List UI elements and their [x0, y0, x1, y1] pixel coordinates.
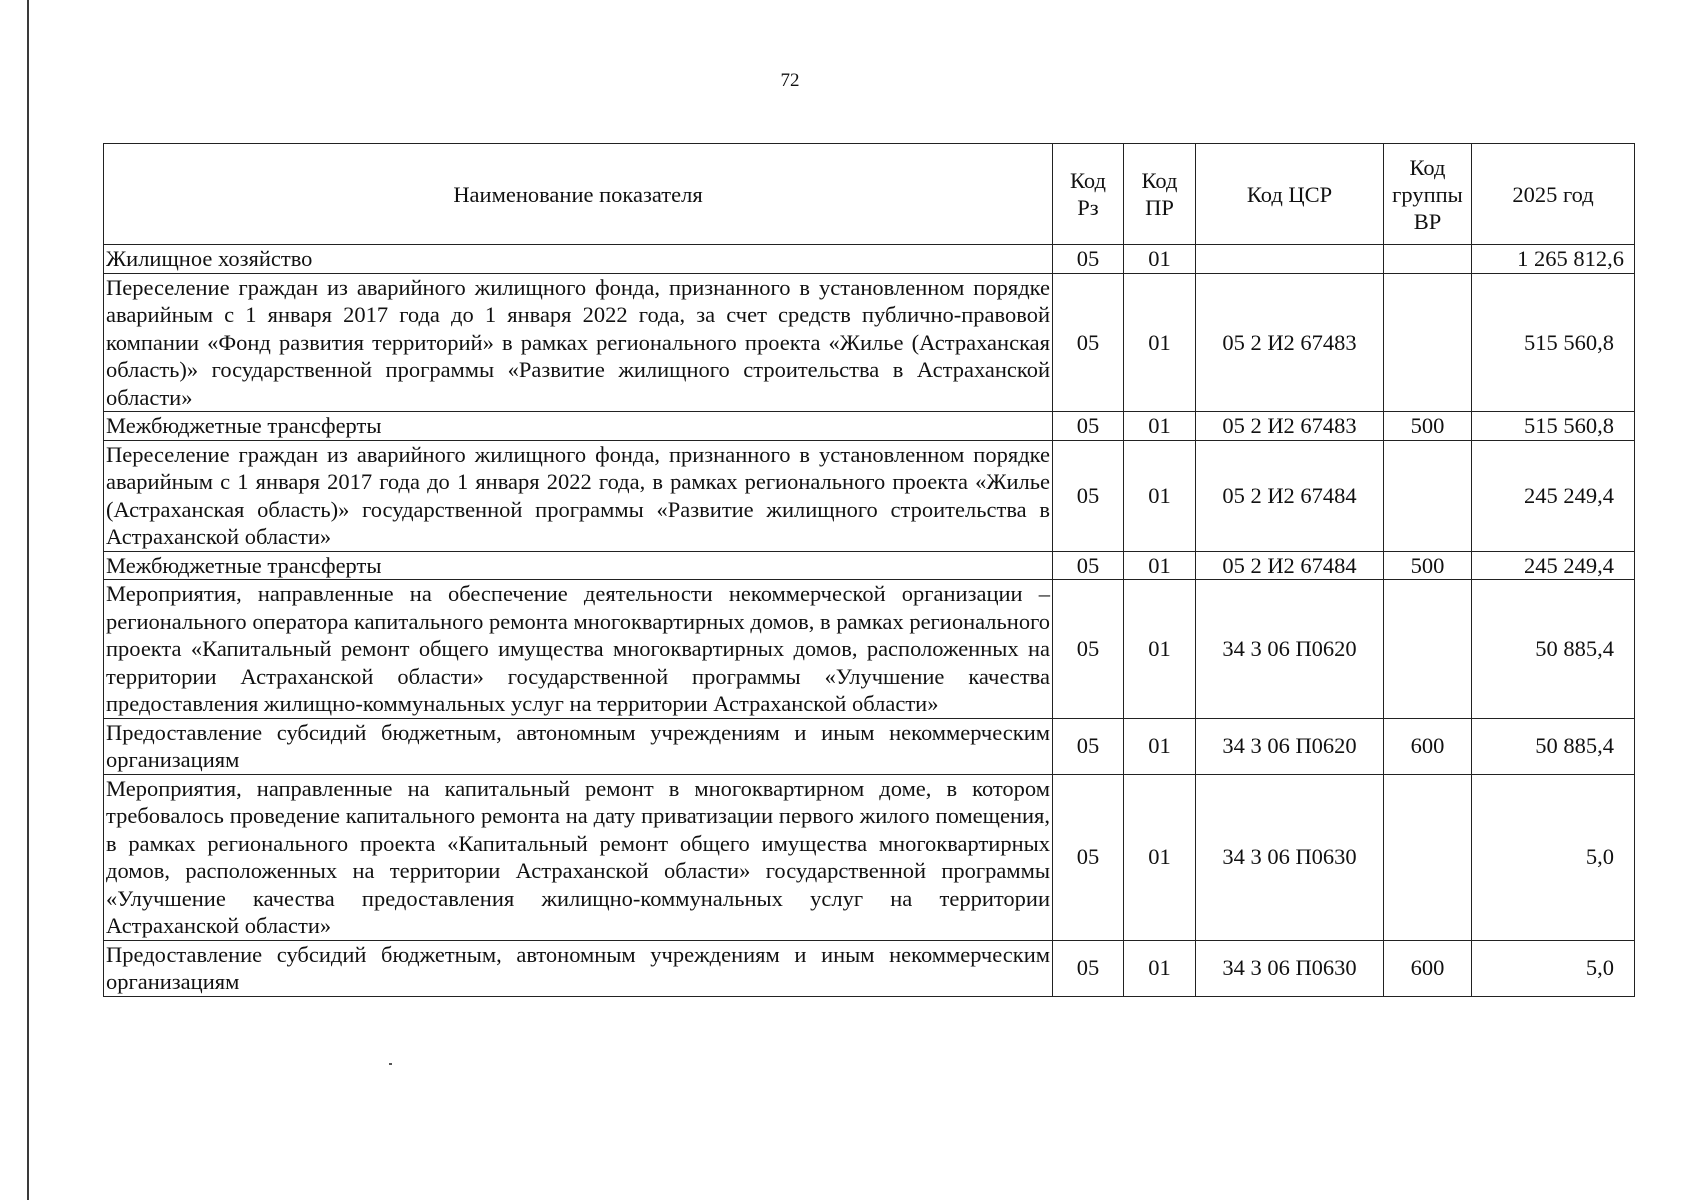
table-row	[104, 245, 1635, 274]
table-row	[104, 774, 1635, 940]
row-amount-cell: 5,0	[1472, 940, 1635, 996]
header-csr: Код ЦСР	[1196, 144, 1384, 245]
row-rz-cell: 05	[1053, 940, 1124, 996]
row-rz-cell: 05	[1053, 551, 1124, 580]
header-name: Наименование показателя	[104, 144, 1053, 245]
row-csr-cell: 34 3 06 П0630	[1196, 940, 1384, 996]
row-amount-cell: 515 560,8	[1472, 273, 1635, 412]
row-amount-cell: 5,0	[1472, 774, 1635, 940]
row-pr-cell: 01	[1124, 580, 1196, 719]
row-amount-cell: 50 885,4	[1472, 718, 1635, 774]
budget-table	[103, 143, 1635, 997]
row-vr-cell: 600	[1384, 940, 1472, 996]
row-rz-cell: 05	[1053, 580, 1124, 719]
table-row	[104, 273, 1635, 412]
row-csr-cell: 05 2 И2 67484	[1196, 551, 1384, 580]
row-vr-cell	[1384, 245, 1472, 274]
row-csr-cell: 05 2 И2 67483	[1196, 412, 1384, 441]
row-rz-cell: 05	[1053, 412, 1124, 441]
row-vr-cell: 500	[1384, 551, 1472, 580]
row-csr-cell: 34 3 06 П0620	[1196, 580, 1384, 719]
row-pr-cell: 01	[1124, 412, 1196, 441]
row-name-cell: Переселение граждан из аварийного жилищного фонда, признанного в установленном порядке аварийным с 1 января 2017 года до 1 января 2022 года, в рамках регионального проекта «Жилье (Астраханская область)» государственной программы «Развитие жилищного строительства в Астраханской области»	[104, 440, 1053, 551]
row-csr-cell: 05 2 И2 67483	[1196, 273, 1384, 412]
row-name-cell: Межбюджетные трансферты	[104, 551, 1053, 580]
table-row	[104, 440, 1635, 551]
row-name-cell: Мероприятия, направленные на капитальный ремонт в многоквартирном доме, в котором требовалось проведение капитального ремонта на дату приватизации первого жилого помещения, в рамках регионального проекта «Капитальный ремонт общего имущества многоквартирных домов, расположенных на территории Астраханской области» государственной программы «Улучшение качества предоставления жилищно-коммунальных услуг на территории Астраханской области»	[104, 774, 1053, 940]
row-pr-cell: 01	[1124, 718, 1196, 774]
header-vr: Код группы ВР	[1384, 144, 1472, 245]
row-name-cell: Жилищное хозяйство	[104, 245, 1053, 274]
table-header-row	[104, 144, 1635, 245]
row-vr-cell	[1384, 580, 1472, 719]
row-name-cell: Межбюджетные трансферты	[104, 412, 1053, 441]
stray-mark	[389, 1063, 392, 1065]
row-vr-cell	[1384, 774, 1472, 940]
row-rz-cell: 05	[1053, 440, 1124, 551]
row-amount-cell: 245 249,4	[1472, 440, 1635, 551]
binding-line	[27, 0, 29, 1200]
table-row	[104, 551, 1635, 580]
page-number: 72	[780, 70, 800, 91]
table-body	[104, 245, 1635, 997]
row-pr-cell: 01	[1124, 551, 1196, 580]
row-csr-cell	[1196, 245, 1384, 274]
row-vr-cell: 600	[1384, 718, 1472, 774]
row-pr-cell: 01	[1124, 273, 1196, 412]
header-pr: Код ПР	[1124, 144, 1196, 245]
row-vr-cell	[1384, 440, 1472, 551]
row-pr-cell: 01	[1124, 940, 1196, 996]
row-pr-cell: 01	[1124, 440, 1196, 551]
row-pr-cell: 01	[1124, 774, 1196, 940]
row-csr-cell: 34 3 06 П0620	[1196, 718, 1384, 774]
table-row	[104, 718, 1635, 774]
row-name-cell: Предоставление субсидий бюджетным, автономным учреждениям и иным некоммерческим организациям	[104, 940, 1053, 996]
row-name-cell: Предоставление субсидий бюджетным, автономным учреждениям и иным некоммерческим организациям	[104, 718, 1053, 774]
header-rz: Код Рз	[1053, 144, 1124, 245]
row-csr-cell: 05 2 И2 67484	[1196, 440, 1384, 551]
row-vr-cell: 500	[1384, 412, 1472, 441]
row-csr-cell: 34 3 06 П0630	[1196, 774, 1384, 940]
table-row	[104, 940, 1635, 996]
row-amount-cell: 1 265 812,6	[1472, 245, 1635, 274]
row-amount-cell: 245 249,4	[1472, 551, 1635, 580]
header-year: 2025 год	[1472, 144, 1635, 245]
row-rz-cell: 05	[1053, 245, 1124, 274]
row-rz-cell: 05	[1053, 718, 1124, 774]
row-rz-cell: 05	[1053, 273, 1124, 412]
table-row	[104, 412, 1635, 441]
row-pr-cell: 01	[1124, 245, 1196, 274]
row-name-cell: Мероприятия, направленные на обеспечение деятельности некоммерческой организации – регионального оператора капитального ремонта многоквартирных домов, в рамках регионального проекта «Капитальный ремонт общего имущества многоквартирных домов, расположенных на территории Астраханской области» государственной программы «Улучшение качества предоставления жилищно-коммунальных услуг на территории Астраханской области»	[104, 580, 1053, 719]
row-amount-cell: 515 560,8	[1472, 412, 1635, 441]
row-name-cell: Переселение граждан из аварийного жилищного фонда, признанного в установленном порядке аварийным с 1 января 2017 года до 1 января 2022 года, за счет средств публично-правовой компании «Фонд развития территорий» в рамках регионального проекта «Жилье (Астраханская область)» государственной программы «Развитие жилищного строительства в Астраханской области»	[104, 273, 1053, 412]
table-row	[104, 580, 1635, 719]
row-rz-cell: 05	[1053, 774, 1124, 940]
row-vr-cell	[1384, 273, 1472, 412]
row-amount-cell: 50 885,4	[1472, 580, 1635, 719]
